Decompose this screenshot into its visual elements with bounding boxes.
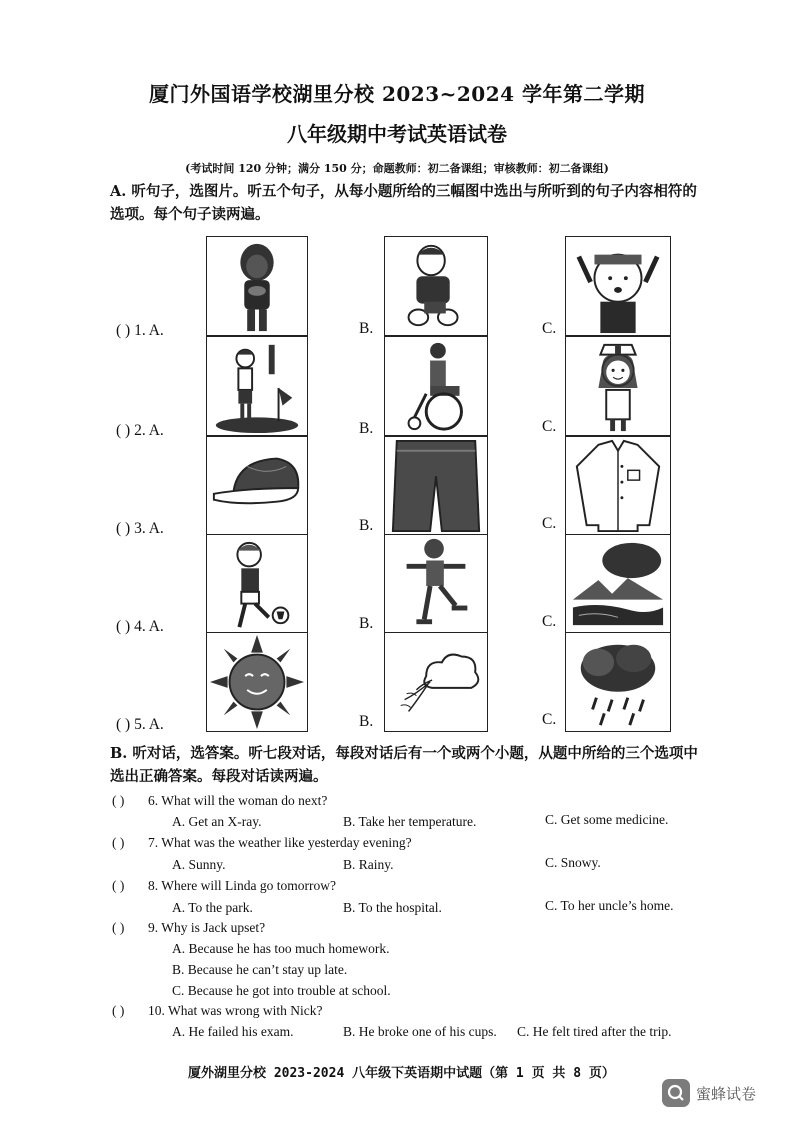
q1-option-c-label: C. <box>542 320 557 337</box>
exam-subtitle: 八年级期中考试英语试卷 <box>287 122 507 146</box>
q2-answer-slot[interactable]: ( ) 2. A. <box>116 422 164 439</box>
rain-cloud-icon <box>566 633 670 731</box>
person-in-wheelchair-icon <box>385 337 487 435</box>
q10-option-b: B. He broke one of his cups. <box>343 1024 497 1039</box>
q1-option-b-label: B. <box>359 320 374 337</box>
q1-option-a-picture <box>206 236 308 336</box>
q9-stem: 9. Why is Jack upset? <box>148 920 266 935</box>
q5-option-a-picture <box>206 632 308 732</box>
exam-title: 厦门外国语学校湖里分校 2023~2024 学年第二学期 <box>148 82 645 106</box>
boy-with-head-bandage-icon <box>566 237 670 335</box>
q1-option-c-picture <box>565 236 671 336</box>
q8-option-b: B. To the hospital. <box>343 900 442 915</box>
storm-landscape-icon <box>566 535 670 633</box>
q3-option-c-label: C. <box>542 515 557 532</box>
q5-option-c-picture <box>565 632 671 732</box>
q1-option-b-picture <box>384 236 488 336</box>
q3-answer-slot[interactable]: ( ) 3. A. <box>116 520 164 537</box>
q4-option-b-picture <box>384 534 488 634</box>
q5-option-b-picture <box>384 632 488 732</box>
q4-option-b-label: B. <box>359 615 374 632</box>
q8-option-c: C. To her uncle’s home. <box>545 898 674 913</box>
q8-option-a: A. To the park. <box>172 900 253 915</box>
q4-option-c-label: C. <box>542 613 557 630</box>
sun-icon <box>207 633 307 731</box>
q3-option-b-picture <box>384 436 488 536</box>
q8-answer-slot[interactable]: ( ) <box>112 878 125 893</box>
boy-roller-skating-icon <box>385 535 487 633</box>
q4-option-a-picture <box>206 534 308 634</box>
q2-option-c-picture <box>565 336 671 436</box>
q6-answer-slot[interactable]: ( ) <box>112 793 125 808</box>
q7-option-c: C. Snowy. <box>545 855 601 870</box>
q7-answer-slot[interactable]: ( ) <box>112 835 125 850</box>
watermark-text: 蜜蜂试卷 <box>696 1084 757 1103</box>
q10-stem: 10. What was wrong with Nick? <box>148 1003 323 1018</box>
q2-option-b-picture <box>384 336 488 436</box>
q3-option-c-picture <box>565 436 671 536</box>
nurse-icon <box>566 337 670 435</box>
q8-stem: 8. Where will Linda go tomorrow? <box>148 878 336 893</box>
boy-holding-stomach-icon <box>207 237 307 335</box>
section-b-instructions <box>110 742 710 788</box>
q4-answer-slot[interactable]: ( ) 4. A. <box>116 618 164 635</box>
boy-playing-soccer-icon <box>207 535 307 633</box>
q10-option-a: A. He failed his exam. <box>172 1024 294 1039</box>
q9-answer-slot[interactable]: ( ) <box>112 920 125 935</box>
bee-logo-icon <box>662 1079 690 1107</box>
q9-option-b: B. Because he can’t stay up late. <box>172 962 348 977</box>
q7-option-b: B. Rainy. <box>343 857 394 872</box>
q3-option-a-picture <box>206 436 308 536</box>
q3-option-b-label: B. <box>359 517 374 534</box>
q4-option-c-picture <box>565 534 671 634</box>
section-a-instructions <box>110 180 710 226</box>
q10-option-c: C. He felt tired after the trip. <box>517 1024 672 1039</box>
section-b-heading: B. 听对话，选答案。 <box>110 745 249 762</box>
section-b-instruction: 听七段对话，每段对话后有一个或两个小题，从题中所给的三个选项中选出正确答案。每段对话读两遍。 <box>110 745 698 785</box>
shorts-icon <box>385 437 487 535</box>
shirt-icon <box>566 437 670 535</box>
q1-answer-slot[interactable]: ( ) 1. A. <box>116 322 164 339</box>
watermark-logo <box>662 1076 774 1110</box>
q6-stem: 6. What will the woman do next? <box>148 793 328 808</box>
section-a-heading: A. 听句子，选图片。 <box>110 183 248 200</box>
q9-option-a: A. Because he has too much homework. <box>172 941 390 956</box>
boy-with-hurt-knee-icon <box>385 237 487 335</box>
q5-answer-slot[interactable]: ( ) 5. A. <box>116 716 164 733</box>
exam-info: (考试时间 120 分钟；满分 150 分；命题教师：初二备课组；审核教师：初二备课组) <box>185 162 609 175</box>
q5-option-c-label: C. <box>542 711 557 728</box>
q10-answer-slot[interactable]: ( ) <box>112 1003 125 1018</box>
q6-option-b: B. Take her temperature. <box>343 814 477 829</box>
q2-option-c-label: C. <box>542 418 557 435</box>
q5-option-b-label: B. <box>359 713 374 730</box>
cap-icon <box>207 437 307 535</box>
q7-stem: 7. What was the weather like yesterday evening? <box>148 835 412 850</box>
q6-option-a: A. Get an X-ray. <box>172 814 262 829</box>
windy-cloud-icon <box>385 633 487 731</box>
q2-option-b-label: B. <box>359 420 374 437</box>
q9-option-c: C. Because he got into trouble at school. <box>172 983 391 998</box>
q2-option-a-picture <box>206 336 308 436</box>
section-a-instruction: 听五个句子，从每小题所给的三幅图中选出与所听到的句子内容相符的选项。每个句子读两遍。 <box>110 183 697 223</box>
girl-playing-golf-icon <box>207 337 307 435</box>
q7-option-a: A. Sunny. <box>172 857 226 872</box>
page-footer: 厦外湖里分校 2023-2024 八年级下英语期中试题（第 1 页 共 8 页） <box>188 1066 615 1081</box>
q6-option-c: C. Get some medicine. <box>545 812 669 827</box>
